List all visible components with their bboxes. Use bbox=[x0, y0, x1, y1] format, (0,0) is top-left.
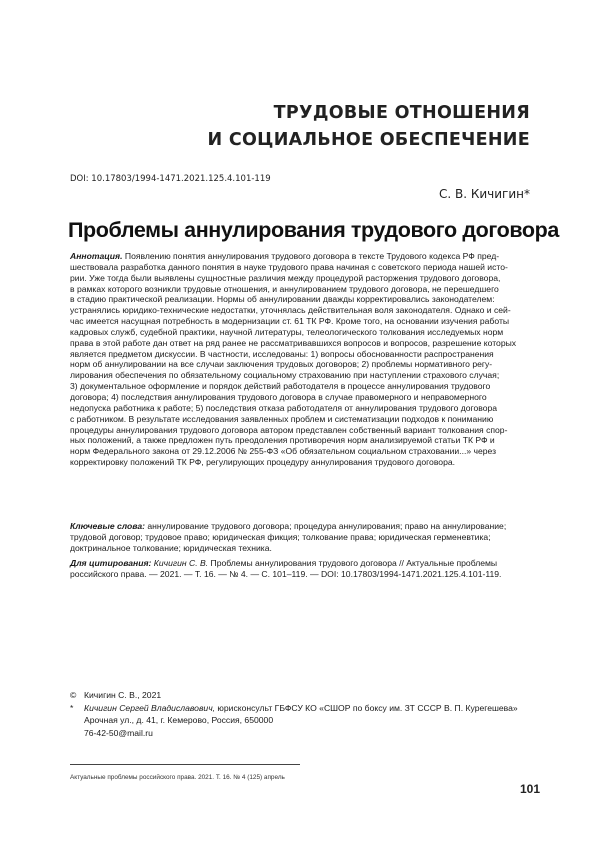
footer-divider bbox=[70, 764, 300, 765]
abstract-line: является предметом дискуссии. В частности, исследованы: 1) вопросы обоснованности распространения bbox=[70, 348, 494, 359]
author-note-address: Арочная ул., д. 41, г. Кемерово, Россия, 650000 bbox=[84, 715, 274, 725]
keywords-line: трудовой договор; трудовое право; юридическая фикция; толкование права; юридическая герменевтика; bbox=[70, 531, 491, 542]
page-number: 101 bbox=[519, 782, 540, 796]
abstract-line: в рамках которого возникли трудовые отношения, и аннулированием трудового договора, не перешедшего bbox=[70, 283, 499, 294]
abstract-label: Аннотация. bbox=[70, 251, 123, 261]
abstract-line: кадровых служб, судебной практики, научной литературы, телеологического толкования исследуемых норм bbox=[70, 326, 504, 337]
abstract-line: в стадию практической реализации. Нормы об аннулировании дважды корректировались законодателем: bbox=[70, 294, 495, 305]
abstract-line: норм Федерального закона от 29.12.2006 № 255-ФЗ «Об обязательном социальном страховании...» через bbox=[70, 446, 497, 457]
keywords bbox=[70, 521, 530, 554]
abstract-line: договора; 4) последствия аннулирования трудового договора в случае правомерного и неправомерного bbox=[70, 391, 487, 402]
citation-label: Для цитирования: bbox=[70, 558, 152, 568]
keywords-line: доктринальное толкование; юридическая техника. bbox=[70, 542, 272, 553]
abstract bbox=[70, 251, 530, 468]
abstract-line: недопуска работника к работе; 5) последствия отказа работодателя от аннулирования трудового договора bbox=[70, 402, 498, 413]
abstract-line: лирования обеспечения по обязательному социальному страхованию при наступлении страхового случая; bbox=[70, 370, 500, 381]
abstract-line: норм об аннулировании на все случаи заключения трудовых договоров; 2) проблемы нормативного регу- bbox=[70, 359, 493, 370]
copyright-text: Кичигин С. В., 2021 bbox=[84, 690, 162, 700]
author-note-mark: * bbox=[70, 702, 74, 713]
copyright-mark: © bbox=[70, 690, 77, 700]
abstract-line: ных положений, а также предложен путь преодоления противоречия норм анализируемой статьи ТК РФ и bbox=[70, 435, 495, 446]
author-note-name: Кичигин Сергей Владиславович, bbox=[84, 702, 216, 713]
abstract-line: шествовала разработка данного понятия в науке трудового права начиная с советского периода нашей исто- bbox=[70, 261, 508, 272]
section-title-line-1: ТРУДОВЫЕ ОТНОШЕНИЯ bbox=[273, 103, 530, 123]
citation-line: российского права. — 2021. — Т. 16. — № 4. — С. 101–119. — DOI: 10.17803/1994-1471.2021.125.4.101-119. bbox=[70, 568, 502, 579]
abstract-line: рии. Уже тогда были выявлены сущностные различия между процедурой расторжения трудового договора, bbox=[70, 272, 501, 283]
author-name: С. В. Кичигин* bbox=[438, 187, 530, 201]
abstract-line: Аннотация. Появлению понятия аннулирования трудового договора в тексте Трудового кодекса РФ пред- bbox=[70, 251, 500, 261]
abstract-line: 3) документальное оформление и порядок действий работодателя в процессе аннулирования трудового bbox=[70, 381, 491, 392]
author-note-position: юрисконсульт ГБФСУ КО «СШОР по боксу им. ЗТ СССР В. П. Курегешева» bbox=[215, 702, 518, 713]
citation-authors: Кичигин С. В. bbox=[151, 558, 209, 568]
doi: DOI: 10.17803/1994-1471.2021.125.4.101-119 bbox=[70, 174, 271, 184]
abstract-line: час имеется насущная потребность в модернизации ст. 61 ТК РФ. Кроме того, на основании изучения работы bbox=[70, 316, 510, 327]
journal-footer: Актуальные проблемы российского права. 2021. Т. 16. № 4 (125) апрель bbox=[70, 774, 285, 781]
keywords-label: Ключевые слова: bbox=[70, 521, 145, 531]
author-email[interactable]: 76-42-50@mail.ru bbox=[84, 727, 153, 738]
abstract-line: корректировку положений ТК РФ, регулирующих процедуру аннулирования трудового договора. bbox=[70, 457, 456, 468]
abstract-line: процедуры аннулирования трудового договора автором представлен собственный вариант толкования спор- bbox=[70, 424, 508, 435]
keywords-line: Ключевые слова: аннулирование трудового договора; процедура аннулирования; право на аннулирование; bbox=[70, 521, 507, 531]
citation-line: Для цитирования: Кичигин С. В. Проблемы аннулирования трудового договора // Актуальные проблемы bbox=[70, 558, 498, 568]
section-title-line-2: И СОЦИАЛЬНОЕ ОБЕСПЕЧЕНИЕ bbox=[207, 130, 530, 150]
citation bbox=[70, 558, 530, 580]
copyright bbox=[70, 689, 540, 702]
footnotes bbox=[70, 689, 540, 739]
abstract-line: с работником. В результате исследования заявленных проблем и систематизации подходов к пониманию bbox=[70, 413, 494, 424]
author-note bbox=[70, 702, 540, 715]
abstract-line: права в этой работе дан ответ на ряд ранее не рассматривавшихся вопросов и вопросов, разрешение которых bbox=[70, 337, 517, 348]
article-title: Проблемы аннулирования трудового договора bbox=[68, 218, 559, 242]
abstract-line: устранялись юридико-технические недостатки, уточнялась действительная воля законодателя. Однако и сей- bbox=[70, 305, 511, 316]
section-title bbox=[208, 100, 530, 154]
